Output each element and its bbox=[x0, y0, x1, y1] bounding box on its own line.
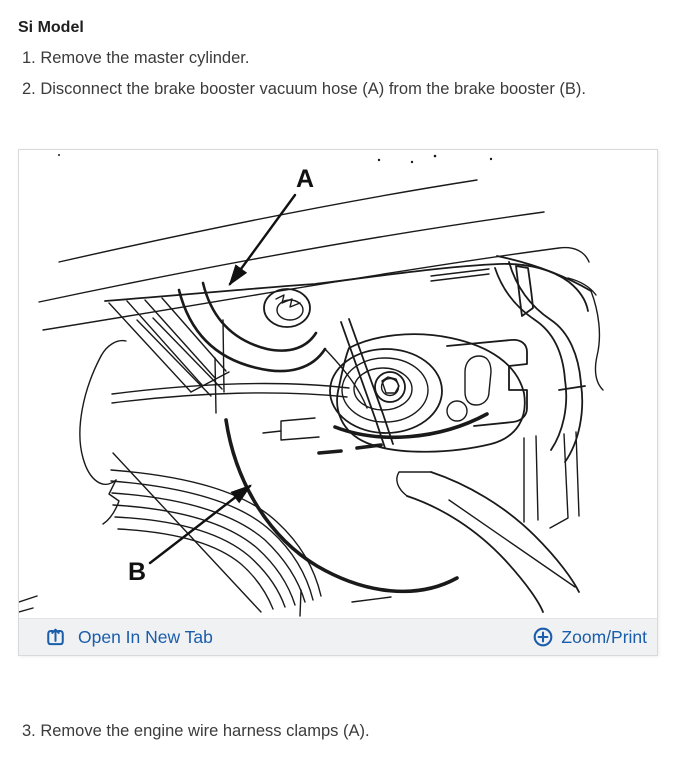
step-3: 3. Remove the engine wire harness clamps (A). bbox=[22, 722, 370, 740]
engine-bay-line-art bbox=[19, 154, 603, 616]
diagram-figure bbox=[18, 149, 658, 656]
callout-label-b: B bbox=[128, 558, 147, 586]
brake-booster-diagram bbox=[19, 150, 657, 618]
step-2: 2. Disconnect the brake booster vacuum hose (A) from the brake booster (B). bbox=[22, 80, 587, 98]
callout-arrow-a bbox=[230, 195, 295, 284]
diagram-canvas bbox=[19, 150, 657, 618]
zoom-print-label: Zoom/Print bbox=[561, 626, 647, 647]
step-1: 1. Remove the master cylinder. bbox=[22, 49, 250, 67]
callout-label-a: A bbox=[296, 165, 315, 193]
open-in-new-tab-label: Open In New Tab bbox=[78, 626, 213, 647]
zoom-plus-icon bbox=[532, 626, 554, 648]
zoom-print-link[interactable] bbox=[532, 626, 647, 648]
open-in-new-tab-icon bbox=[45, 627, 66, 648]
open-in-new-tab-link[interactable] bbox=[45, 627, 213, 648]
figure-toolbar bbox=[19, 618, 657, 655]
section-heading: Si Model bbox=[18, 19, 84, 36]
callout-arrow-b bbox=[150, 486, 250, 563]
